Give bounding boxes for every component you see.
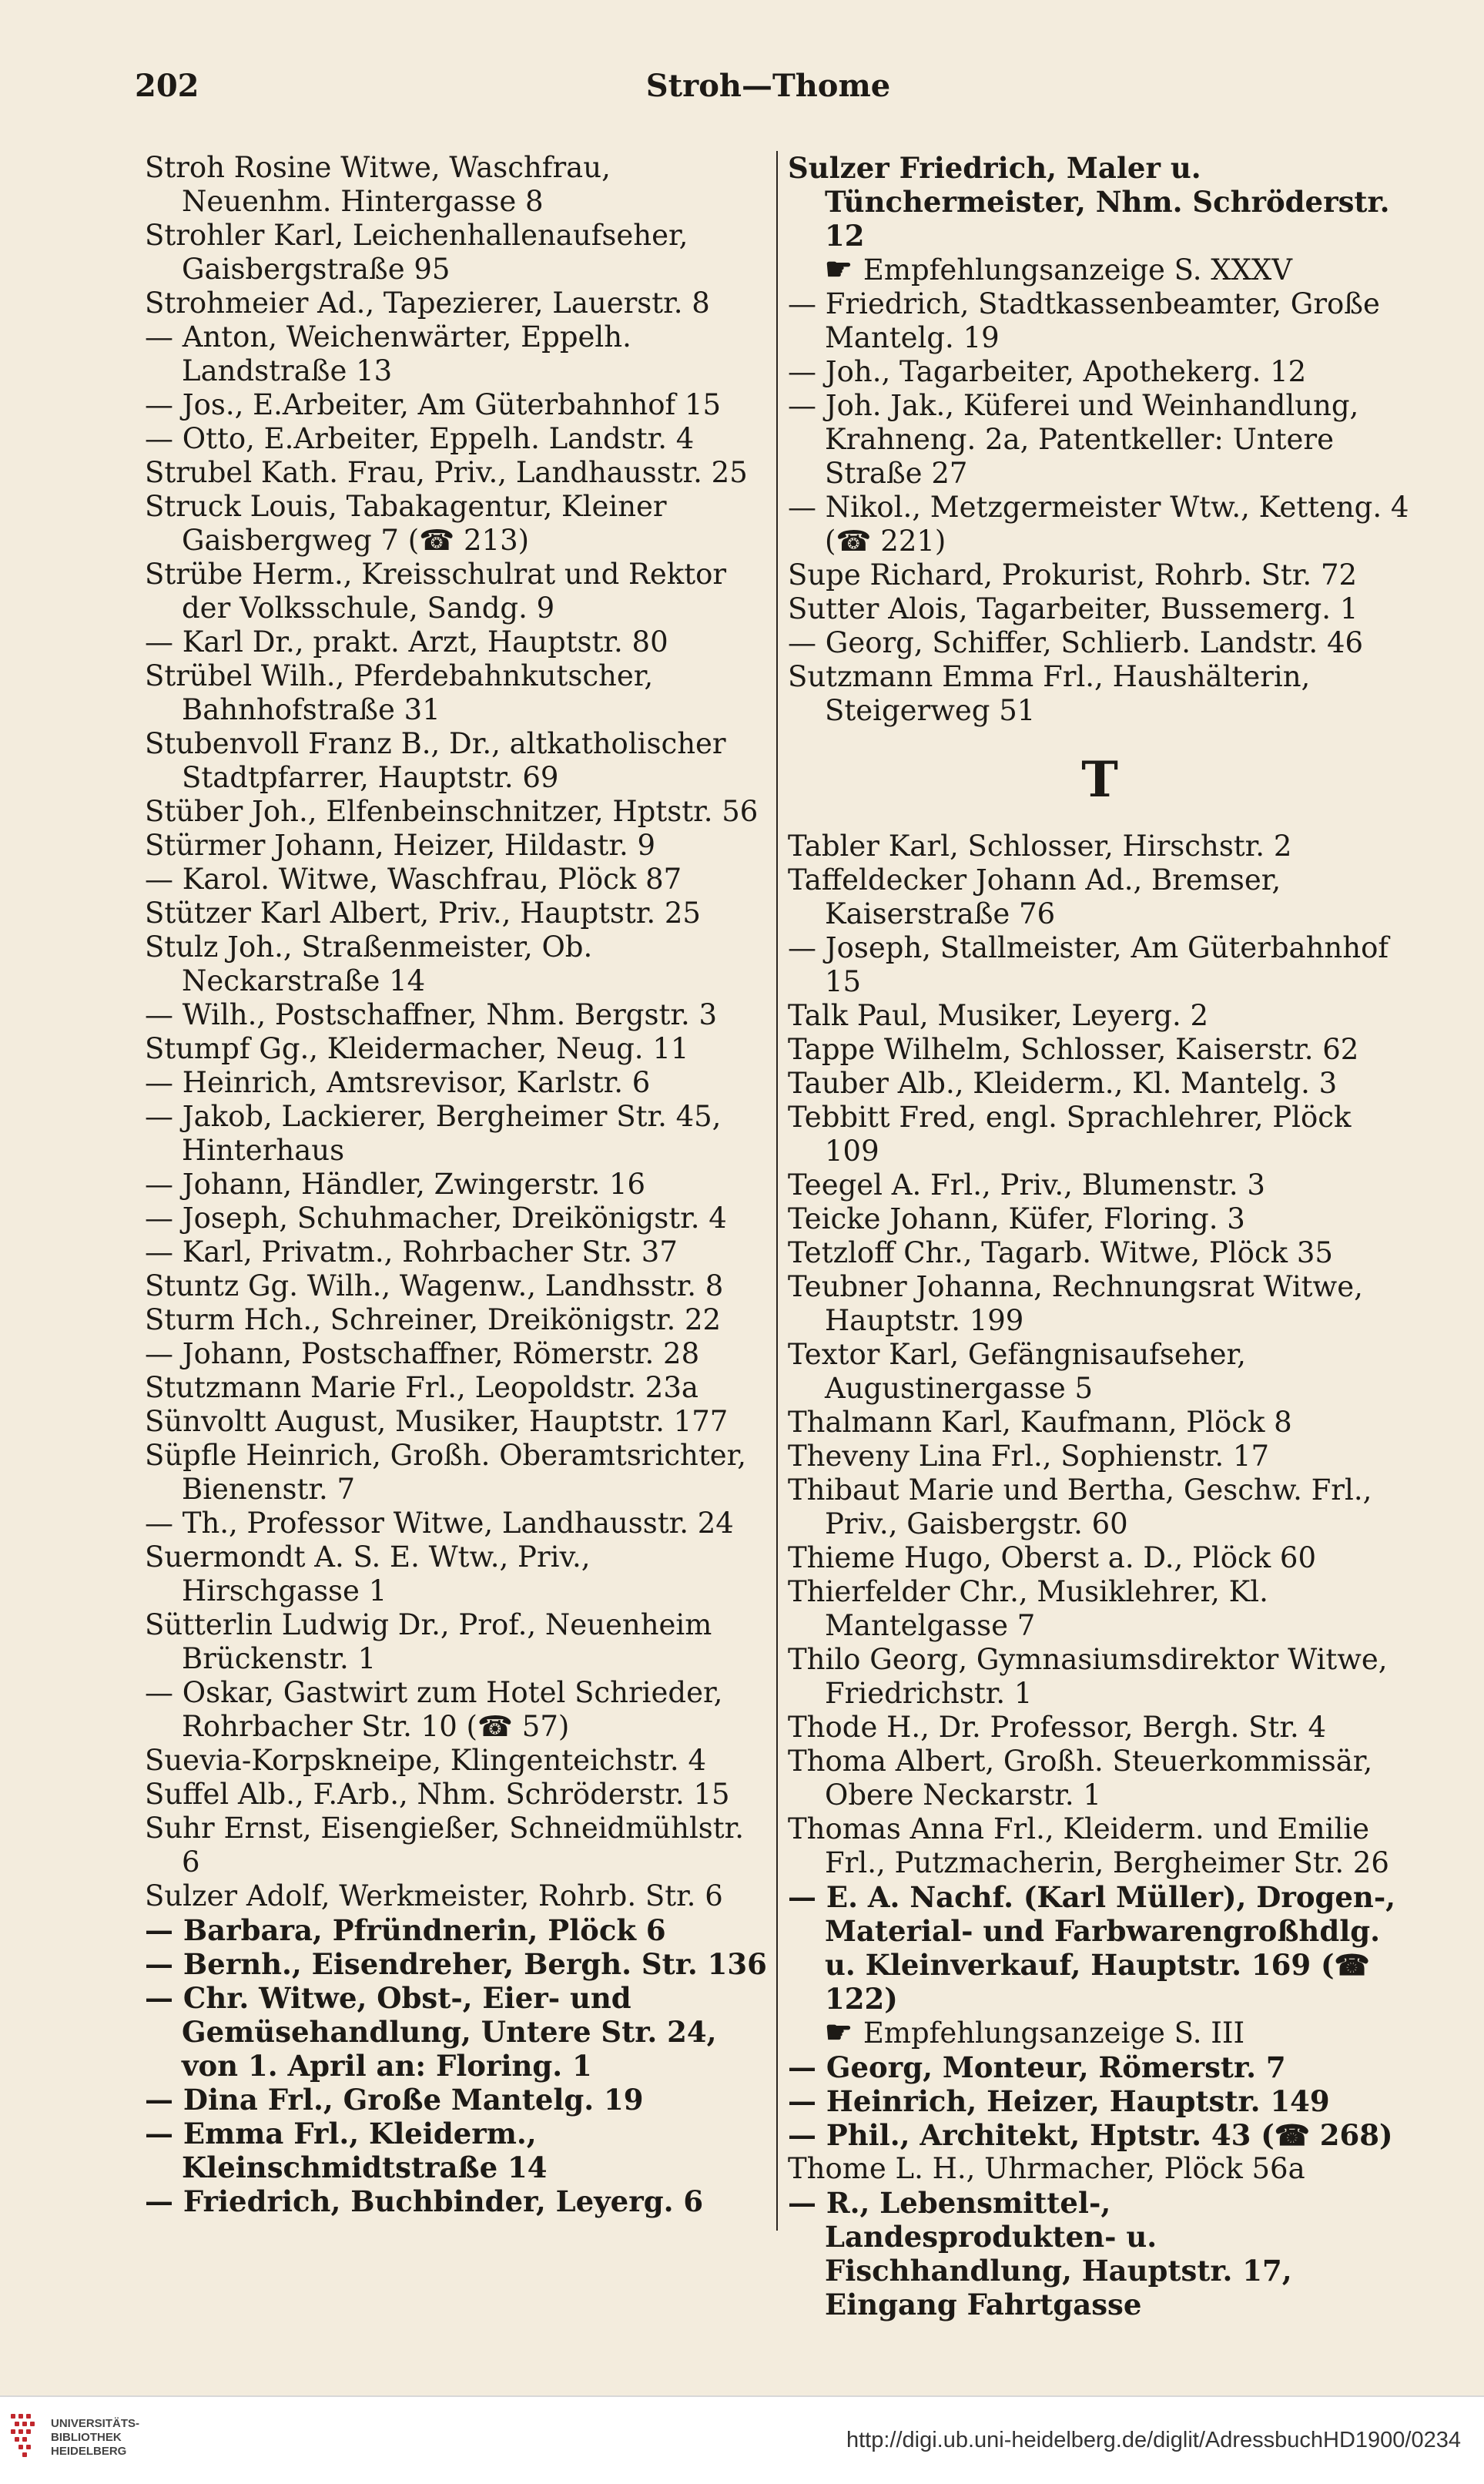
directory-entry: Strohler Karl, Leichenhallenaufseher, Gaisbergstraße 95 [145, 219, 688, 286]
directory-entry: Suhr Ernst, Eisengießer, Schneidmühlstr. 6 [145, 1812, 745, 1879]
directory-entry: Sulzer Friedrich, Maler u. Tünchermeister, Nhm. Schröderstr. 12 [788, 151, 1390, 253]
library-name-line: UNIVERSITÄTS- [51, 2417, 140, 2430]
directory-entry: Thoma Albert, Großh. Steuerkommissär, Obere Neckarstr. 1 [788, 1745, 1373, 1812]
advertisement-reference-text: Empfehlungsanzeige S. XXXV [863, 253, 1292, 287]
directory-entry: Tabler Karl, Schlosser, Hirschstr. 2 [788, 830, 1292, 863]
directory-entry: Tebbitt Fred, engl. Sprachlehrer, Plöck 109 [788, 1101, 1352, 1168]
library-name-line: BIBLIOTHEK [51, 2431, 122, 2444]
directory-entry: Thomas Anna Frl., Kleiderm. und Emilie Frl., Putzmacherin, Bergheimer Str. 26 [788, 1812, 1389, 1879]
advertisement-reference [788, 253, 1412, 287]
directory-entry: Thibaut Marie und Bertha, Geschw. Frl., Priv., Gaisbergstr. 60 [788, 1473, 1372, 1540]
directory-entry: — Johann, Postschaffner, Römerstr. 28 [145, 1337, 700, 1370]
pointing-hand-icon: ☛ [825, 251, 853, 287]
directory-entry: Suevia-Korpskneipe, Klingenteichstr. 4 [145, 1744, 706, 1777]
directory-entry: Textor Karl, Gefängnisaufseher, Augustinergasse 5 [788, 1338, 1246, 1405]
library-name [51, 2417, 139, 2459]
directory-entry: — Heinrich, Amtsrevisor, Karlstr. 6 [145, 1066, 651, 1099]
library-logo-icon [11, 2414, 42, 2460]
directory-entry: — Wilh., Postschaffner, Nhm. Bergstr. 3 [145, 998, 718, 1031]
directory-entry: — Oskar, Gastwirt zum Hotel Schrieder, Rohrbacher Str. 10 (☎ 57) [145, 1676, 723, 1743]
directory-entry: Thilo Georg, Gymnasiumsdirektor Witwe, Friedrichstr. 1 [788, 1643, 1388, 1710]
directory-entry: Tauber Alb., Kleiderm., Kl. Mantelg. 3 [788, 1067, 1338, 1100]
directory-entry: Stroh Rosine Witwe, Waschfrau, Neuenhm. Hintergasse 8 [145, 151, 611, 218]
directory-entry: Tetzloff Chr., Tagarb. Witwe, Plöck 35 [788, 1236, 1333, 1269]
directory-entry: — E. A. Nachf. (Karl Müller), Drogen-, Material- und Farbwarengroßhdlg. u. Kleinverkauf, Hauptstr. 169 (☎ 122) [788, 1880, 1396, 2016]
directory-entry: Strubel Kath. Frau, Priv., Landhausstr. 25 [145, 456, 748, 489]
directory-entry: — Georg, Monteur, Römerstr. 7 [788, 2050, 1286, 2084]
section-letter: T [1081, 751, 1118, 809]
directory-entry: — Friedrich, Buchbinder, Leyerg. 6 [145, 2184, 704, 2218]
directory-entry: Thome L. H., Uhrmacher, Plöck 56a [788, 2152, 1305, 2185]
directory-entry: Stulz Joh., Straßenmeister, Ob. Neckarstraße 14 [145, 930, 593, 997]
directory-entry: — Th., Professor Witwe, Landhausstr. 24 [145, 1507, 734, 1540]
directory-entry: — Joh. Jak., Küferei und Weinhandlung, Krahneng. 2a, Patentkeller: Untere Straße 27 [788, 389, 1359, 490]
directory-entry: Sutzmann Emma Frl., Haushälterin, Steigerweg 51 [788, 660, 1311, 727]
directory-entry: Stumpf Gg., Kleidermacher, Neug. 11 [145, 1032, 689, 1065]
directory-entry: Thode H., Dr. Professor, Bergh. Str. 4 [788, 1711, 1327, 1744]
directory-entry: Stützer Karl Albert, Priv., Hauptstr. 25 [145, 897, 701, 930]
directory-entry: Struck Louis, Tabakagentur, Kleiner Gaisbergweg 7 (☎ 213) [145, 490, 667, 557]
directory-entry: Sünvoltt August, Musiker, Hauptstr. 177 [145, 1405, 729, 1438]
directory-entry: Suffel Alb., F.Arb., Nhm. Schröderstr. 15 [145, 1778, 730, 1811]
directory-entry: — Bernh., Eisendreher, Bergh. Str. 136 [145, 1947, 767, 1981]
directory-entry: Thalmann Karl, Kaufmann, Plöck 8 [788, 1406, 1292, 1439]
directory-entry: Strohmeier Ad., Tapezierer, Lauerstr. 8 [145, 287, 710, 320]
directory-entry: Theveny Lina Frl., Sophienstr. 17 [788, 1440, 1270, 1473]
source-url-link[interactable]: http://digi.ub.uni-heidelberg.de/diglit/AdressbuchHD1900/0234 [846, 2428, 1461, 2452]
directory-entry: Talk Paul, Musiker, Leyerg. 2 [788, 999, 1209, 1032]
directory-entry: — Heinrich, Heizer, Hauptstr. 149 [788, 2084, 1330, 2118]
left-column [145, 151, 767, 2218]
directory-entry: — Chr. Witwe, Obst-, Eier- und Gemüsehandlung, Untere Str. 24, von 1. April an: Floring. 1 [145, 1981, 717, 2083]
column-divider [776, 151, 778, 2231]
directory-entry: Teubner Johanna, Rechnungsrat Witwe, Hauptstr. 199 [788, 1270, 1363, 1337]
directory-entry: — Emma Frl., Kleiderm., Kleinschmidtstraße 14 [145, 2117, 548, 2184]
directory-entry: Stubenvoll Franz B., Dr., altkatholischer Stadtpfarrer, Hauptstr. 69 [145, 727, 726, 794]
directory-entry: — Karl Dr., prakt. Arzt, Hauptstr. 80 [145, 625, 668, 659]
directory-entry: Supe Richard, Prokurist, Rohrb. Str. 72 [788, 558, 1358, 592]
directory-entry: Strübel Wilh., Pferdebahnkutscher, Bahnhofstraße 31 [145, 659, 654, 726]
directory-entry: — Joseph, Stallmeister, Am Güterbahnhof 15 [788, 931, 1389, 998]
advertisement-reference-text: Empfehlungsanzeige S. III [863, 2016, 1245, 2050]
directory-entry: — Otto, E.Arbeiter, Eppelh. Landstr. 4 [145, 422, 695, 455]
directory-entry: Stüber Joh., Elfenbeinschnitzer, Hptstr. 56 [145, 795, 759, 828]
directory-entry: Thierfelder Chr., Musiklehrer, Kl. Mantelgasse 7 [788, 1575, 1268, 1642]
directory-entry: — Georg, Schiffer, Schlierb. Landstr. 46 [788, 626, 1364, 659]
directory-entry: — Anton, Weichenwärter, Eppelh. Landstraße 13 [145, 320, 631, 387]
directory-entry: Thieme Hugo, Oberst a. D., Plöck 60 [788, 1541, 1316, 1574]
directory-entry: Sutter Alois, Tagarbeiter, Bussemerg. 1 [788, 592, 1358, 625]
directory-entry: Stürmer Johann, Heizer, Hildastr. 9 [145, 829, 656, 862]
pointing-hand-icon: ☛ [825, 2014, 853, 2050]
directory-entry: — Nikol., Metzgermeister Wtw., Ketteng. 4 (☎ 221) [788, 491, 1409, 558]
advertisement-reference [788, 2016, 1412, 2050]
directory-entry: Strübe Herm., Kreisschulrat und Rektor der Volksschule, Sandg. 9 [145, 558, 727, 625]
directory-entry: Tappe Wilhelm, Schlosser, Kaiserstr. 62 [788, 1033, 1359, 1066]
directory-entry: Teicke Johann, Küfer, Floring. 3 [788, 1202, 1245, 1235]
directory-entry: — R., Lebensmittel-, Landesprodukten- u. Fischhandlung, Hauptstr. 17, Eingang Fahrtgasse [788, 2186, 1292, 2321]
directory-entry: — Joseph, Schuhmacher, Dreikönigstr. 4 [145, 1202, 727, 1235]
directory-entry: Süpfle Heinrich, Großh. Oberamtsrichter, Bienenstr. 7 [145, 1439, 747, 1506]
library-name-line: HEIDELBERG [51, 2445, 127, 2458]
footer [0, 2395, 1484, 2484]
directory-entry: Sturm Hch., Schreiner, Dreikönigstr. 22 [145, 1303, 722, 1336]
directory-entry: — Karol. Witwe, Waschfrau, Plöck 87 [145, 863, 682, 896]
directory-entry: — Jos., E.Arbeiter, Am Güterbahnhof 15 [145, 388, 722, 421]
directory-entry: Teegel A. Frl., Priv., Blumenstr. 3 [788, 1168, 1265, 1202]
right-column [788, 151, 1412, 2321]
running-head: Stroh—Thome [645, 68, 891, 104]
directory-entry: — Joh., Tagarbeiter, Apothekerg. 12 [788, 355, 1307, 388]
directory-entry: — Karl, Privatm., Rohrbacher Str. 37 [145, 1235, 678, 1269]
directory-entry: — Johann, Händler, Zwingerstr. 16 [145, 1168, 646, 1201]
directory-entry: Sütterlin Ludwig Dr., Prof., Neuenheim Brückenstr. 1 [145, 1608, 712, 1675]
directory-entry: Stutzmann Marie Frl., Leopoldstr. 23a [145, 1371, 698, 1404]
directory-entry: Sulzer Adolf, Werkmeister, Rohrb. Str. 6 [145, 1879, 723, 1912]
directory-entry: — Phil., Architekt, Hptstr. 43 (☎ 268) [788, 2118, 1393, 2152]
directory-entry: Taffeldecker Johann Ad., Bremser, Kaiserstraße 76 [788, 863, 1281, 930]
directory-entry: — Dina Frl., Große Mantelg. 19 [145, 2083, 644, 2117]
directory-entry: Stuntz Gg. Wilh., Wagenw., Landhsstr. 8 [145, 1269, 724, 1302]
directory-entry: — Friedrich, Stadtkassenbeamter, Große Mantelg. 19 [788, 287, 1380, 354]
directory-entry: — Jakob, Lackierer, Bergheimer Str. 45, Hinterhaus [145, 1100, 722, 1167]
page-number: 202 [135, 68, 199, 104]
page-header [135, 68, 1402, 114]
directory-entry: — Barbara, Pfründnerin, Plöck 6 [145, 1913, 666, 1947]
directory-entry: Suermondt A. S. E. Wtw., Priv., Hirschgasse 1 [145, 1540, 591, 1607]
